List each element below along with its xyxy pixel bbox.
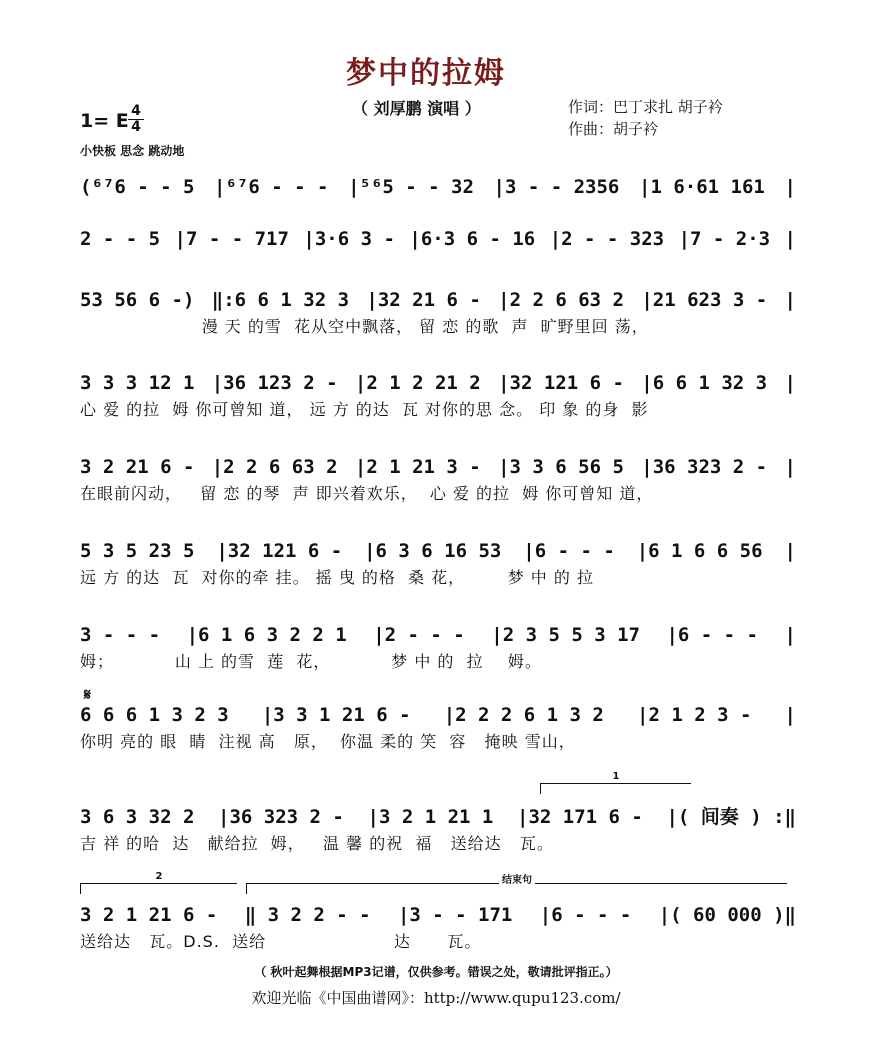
measure: |7 - - 717 — [174, 228, 289, 250]
volta-1-bracket — [540, 771, 691, 794]
score-system — [80, 172, 796, 226]
measure: |3 3 6 56 5 — [498, 456, 624, 478]
measure: |6 1 6 6 56 — [636, 540, 763, 562]
notation-line — [80, 620, 796, 650]
measure: 3 6 3 32 2 — [80, 806, 195, 828]
measure: |2 1 2 21 2 — [354, 372, 481, 394]
ending-bracket — [246, 875, 787, 894]
notation-line — [80, 802, 796, 832]
measure: | — [784, 289, 796, 311]
measure: |36 323 2 - — [641, 456, 768, 478]
lyrics-line: 在眼前闪动， 留 恋 的琴 声 即兴着欢乐， 心 爱 的拉 姆 你可曾知 道， — [80, 484, 654, 503]
measure: |6 - - - — [539, 904, 632, 926]
segno-sign: 𝄋 — [84, 685, 91, 704]
score-system — [80, 224, 796, 278]
measure: |3 - - 2356 — [493, 176, 620, 198]
score-system — [80, 802, 796, 856]
measure: 53 56 6 -) — [80, 289, 195, 311]
lyrics-line: 漫 天 的雪 花从空中飘落， 留 恋 的歌 声 旷野里回 荡， — [80, 317, 649, 336]
measure: |3 2 1 21 1 — [367, 806, 494, 828]
measure: |36 123 2 - — [211, 372, 338, 394]
measure: 3 2 21 6 - — [80, 456, 195, 478]
volta-2-label: 2 — [153, 871, 166, 882]
measure: |32 171 6 - — [517, 806, 643, 828]
notation-line — [80, 536, 796, 566]
author-credits — [568, 96, 723, 140]
measure: |32 21 6 - — [366, 289, 481, 311]
measure: |2 - - - — [373, 624, 465, 646]
score-system — [80, 900, 796, 954]
measure: | — [784, 176, 796, 198]
measure: |3 - - 171 — [397, 904, 513, 926]
time-signature — [128, 104, 144, 135]
score-system — [80, 536, 796, 590]
measure: |2 1 21 3 - — [354, 456, 481, 478]
tempo-marking: 小快板 思念 跳动地 — [80, 144, 185, 158]
song-title: 梦中的拉姆 — [346, 56, 506, 91]
volta-2-bracket — [80, 871, 237, 894]
measure: |⁶⁷6 - - - — [214, 176, 329, 198]
measure: |32 121 6 - — [498, 372, 624, 394]
measure: |6 - - - — [666, 624, 758, 646]
measure: |3·6 3 - — [303, 228, 395, 250]
score-system — [80, 620, 796, 674]
key-signature: 1= E — [80, 110, 129, 132]
measure: |2 2 2 6 1 3 2 — [443, 704, 604, 726]
lyrics-line: 送给达 瓦。D.S. 送给 达 瓦。 — [80, 932, 482, 951]
notation-line — [80, 224, 796, 254]
measure: |3 3 1 21 6 - — [261, 704, 411, 726]
measure: ‖ 3 2 2 - - — [244, 904, 371, 926]
volta-1-label: 1 — [610, 771, 623, 782]
score-system — [80, 368, 796, 422]
measure: |6 3 6 16 53 — [364, 540, 502, 562]
measure: |7 - 2·3 — [678, 228, 771, 250]
measure: |2 2 6 63 2 — [211, 456, 338, 478]
meter-bottom: 4 — [131, 119, 141, 135]
measure: 3 - - - — [80, 624, 161, 646]
website-credit: 欢迎光临《中国曲谱网》：http://www.qupu123.com/ — [251, 989, 621, 1007]
measure: |( 间奏 ) :‖ — [666, 806, 796, 828]
score-system — [80, 700, 796, 754]
measure: |6 1 6 3 2 2 1 — [186, 624, 347, 646]
measure: |21 623 3 - — [641, 289, 768, 311]
measure: |6·3 6 - 16 — [409, 228, 536, 250]
measure: |( 60 000 )‖ — [658, 904, 796, 926]
transcriber-note: （ 秋叶起舞根据MP3记谱，仅供参考。错误之处，敬请批评指正。） — [254, 965, 618, 979]
notation-line — [80, 900, 796, 930]
measure: | — [784, 540, 796, 562]
notation-line — [80, 285, 796, 315]
singer-credit: （ 刘厚鹏 演唱 ） — [352, 99, 481, 118]
score-system — [80, 285, 796, 339]
lyrics-line: 吉 祥 的哈 达 献给拉 姆， 温 馨 的祝 福 送给达 瓦。 — [80, 834, 554, 853]
measure: | — [784, 228, 796, 250]
measure: ‖:6 6 1 32 3 — [211, 289, 350, 311]
measure: |2 - - 323 — [549, 228, 665, 250]
measure: |⁵⁶5 - - 32 — [348, 176, 474, 198]
lyricist-credit: 作词：巴丁求扎 胡子衿 — [568, 98, 723, 116]
measure: |1 6·61 161 — [639, 176, 765, 198]
composer-credit: 作曲：胡子衿 — [568, 120, 659, 138]
notation-line — [80, 700, 796, 730]
notation-line — [80, 368, 796, 398]
lyrics-line: 远 方 的达 瓦 对你的牵 挂。 摇 曳 的格 桑 花， 梦 中 的 拉 — [80, 568, 594, 587]
measure: | — [784, 372, 796, 394]
measure: |32 121 6 - — [216, 540, 343, 562]
measure: |36 323 2 - — [218, 806, 344, 828]
lyrics-line: 心 爱 的拉 姆 你可曾知 道， 远 方 的达 瓦 对你的思 念。 印 象 的身 影 — [80, 400, 649, 419]
measure: |6 - - - — [523, 540, 615, 562]
measure: 3 2 1 21 6 - — [80, 904, 218, 926]
measure: 6 6 6 1 3 2 3 — [80, 704, 229, 726]
measure: 5 3 5 23 5 — [80, 540, 195, 562]
measure: 2 - - 5 — [80, 228, 161, 250]
measure: | — [784, 456, 796, 478]
lyrics-line: 你明 亮的 眼 睛 注视 高 原， 你温 柔的 笑 容 掩映 雪山， — [80, 732, 576, 751]
lyrics-line — [80, 202, 796, 226]
lyrics-line — [80, 254, 796, 278]
measure: |2 1 2 3 - — [637, 704, 752, 726]
measure: |2 2 6 63 2 — [498, 289, 624, 311]
measure: | — [784, 704, 796, 726]
ending-label: 结束句 — [499, 871, 535, 886]
score-system — [80, 452, 796, 506]
meter-top: 4 — [128, 104, 144, 120]
notation-line — [80, 172, 796, 202]
measure: (⁶⁷6 - - 5 — [80, 176, 195, 198]
notation-line — [80, 452, 796, 482]
measure: |6 6 1 32 3 — [641, 372, 768, 394]
lyrics-line: 姆； 山 上 的雪 莲 花， 梦 中 的 拉 姆。 — [80, 652, 542, 671]
measure: | — [784, 624, 796, 646]
measure: |2 3 5 5 3 17 — [491, 624, 640, 646]
measure: 3 3 3 12 1 — [80, 372, 195, 394]
